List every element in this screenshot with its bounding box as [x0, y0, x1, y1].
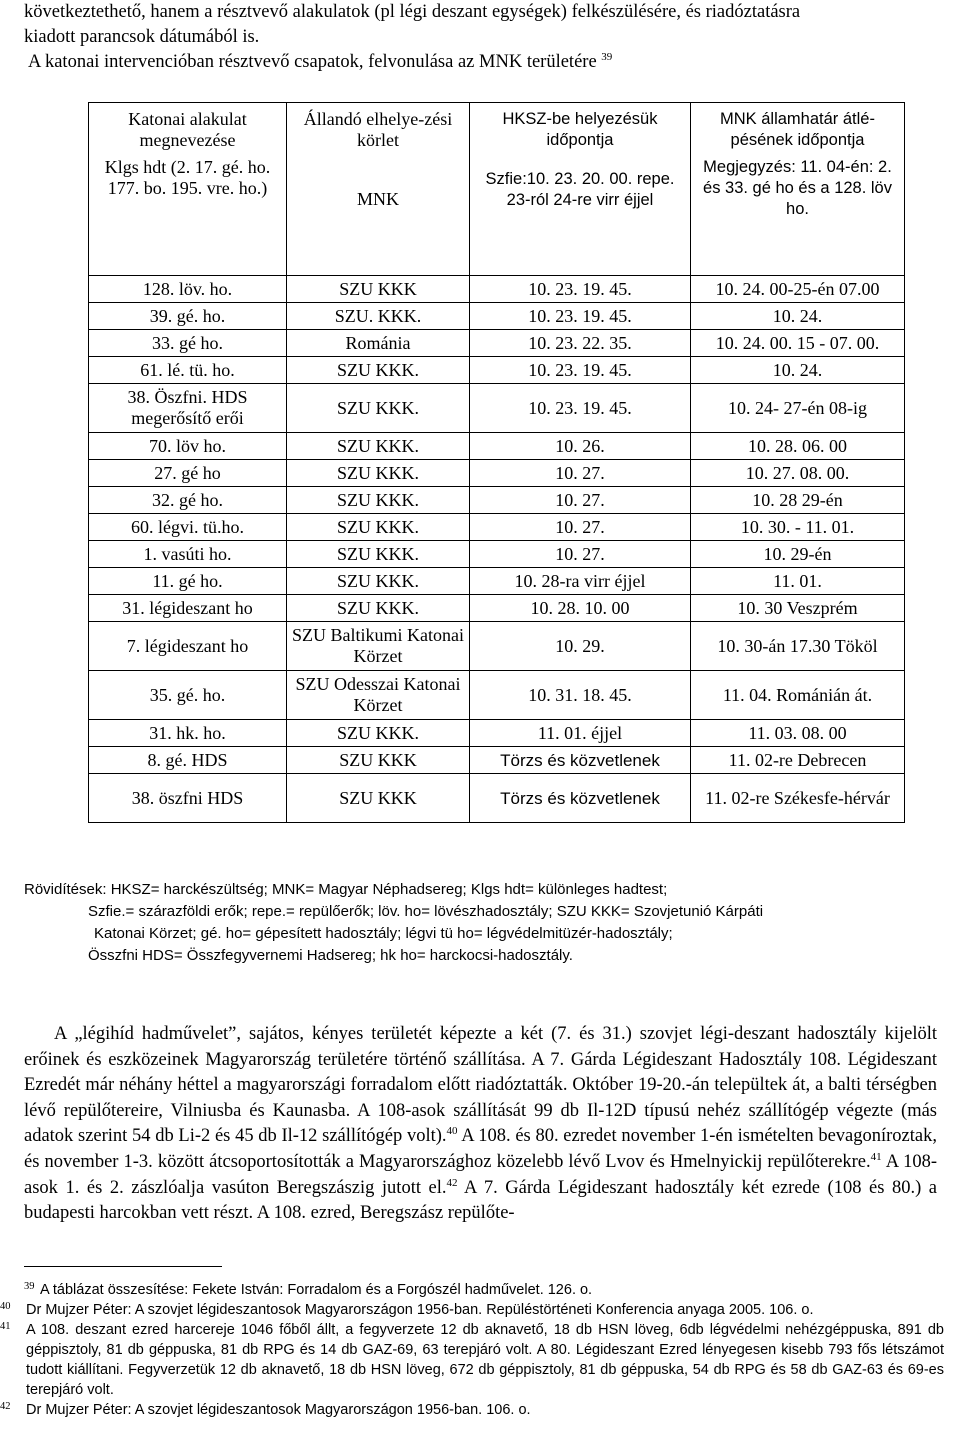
table-cell: 32. gé ho.: [89, 487, 287, 514]
table-cell: Románia: [287, 330, 470, 357]
body-text: [24, 1022, 937, 1227]
table-cell: 38. öszfni HDS: [89, 774, 287, 823]
table-cell: 38. Öszfni. HDS megerősítő erői: [89, 384, 287, 433]
table-cell: 10. 29.: [470, 622, 691, 671]
footnotes: [0, 1280, 944, 1420]
abbr-line-1: Rövidítések: HKSZ= harckészültség; MNK= Magyar Néphadsereg; Klgs hdt= különleges hadtest;: [24, 881, 668, 898]
table-cell: SZU KKK: [287, 774, 470, 823]
table-row: [89, 671, 905, 720]
footnote-40: [0, 1300, 944, 1320]
table-cell: 10. 24- 27-én 08-ig: [691, 384, 905, 433]
table-cell: 1. vasúti ho.: [89, 541, 287, 568]
table-cell: 10. 27.: [470, 514, 691, 541]
footnote-number: 41: [0, 1321, 11, 1332]
table-caption: A katonai intervencióban résztvevő csapatok, felvonulása az MNK területére: [28, 52, 597, 72]
table-cell: Törzs és közvetlenek: [470, 747, 691, 774]
table-cell: 10. 30-án 17.30 Tököl: [691, 622, 905, 671]
intro-line-3: [24, 50, 944, 75]
footnote-39: [0, 1280, 944, 1300]
table-cell: 11. 01.: [691, 568, 905, 595]
table-cell: 10. 26.: [470, 433, 691, 460]
table-cell: Törzs és közvetlenek: [470, 774, 691, 823]
table-cell: SZU KKK.: [287, 514, 470, 541]
table-cell: SZU Baltikumi Katonai Körzet: [287, 622, 470, 671]
table-cell: SZU KKK.: [287, 568, 470, 595]
table-cell: 10. 23. 19. 45.: [470, 357, 691, 384]
table-cell: 11. 01. éjjel: [470, 720, 691, 747]
table-cell: 10. 31. 18. 45.: [470, 671, 691, 720]
header-border-title: MNK államhatár átlé-pésének időpontja: [720, 110, 875, 149]
table-cell: 10. 30 Veszprém: [691, 595, 905, 622]
table-cell: SZU Odesszai Katonai Körzet: [287, 671, 470, 720]
table-cell: 8. gé. HDS: [89, 747, 287, 774]
table-cell: 10. 23. 19. 45.: [470, 303, 691, 330]
footnote-divider: [24, 1266, 222, 1267]
table-row: [89, 514, 905, 541]
table-cell: 10. 27. 08. 00.: [691, 460, 905, 487]
abbreviations: [24, 879, 944, 967]
table-row: [89, 303, 905, 330]
table-cell: SZU KKK.: [287, 595, 470, 622]
table-cell: 10. 28. 06. 00: [691, 433, 905, 460]
header-location-title: Állandó elhelye-zési körlet: [303, 109, 453, 150]
abbr-line-3: Katonai Körzet; gé. ho= gépesített hadosztály; légvi tü ho= légvédelmitüzér-hadosztály;: [94, 925, 673, 942]
table-cell: 11. 03. 08. 00: [691, 720, 905, 747]
table-cell: 10. 24.: [691, 357, 905, 384]
body-seg-1: A „légihíd hadművelet”, sajátos, kényes területét képezte a két (7. és 31.) szovjet légi-deszant hadosztály kijelölt erőinek és eszközeinek Magyarország területére történő szállítása. A 7. Gárda Légideszant Hadosztály 108. Légideszant Ezredét már néhány héttel a magyarországi forradalom előtt riadóztatták. Október 19-20.-án települtek át, a balti térségben lévő repülőtereire, Vilniusba és Kaunasba. A 108-asok szállítását 99 db Il-12D típusú nehéz szállítógép végezte (más adatok szerint 54 db Li-2 és 45 db Il-12 szállítógép volt).: [24, 1024, 937, 1147]
table-cell: 10. 30. - 11. 01.: [691, 514, 905, 541]
table-cell: 10. 23. 19. 45.: [470, 276, 691, 303]
table-cell: SZU KKK.: [287, 357, 470, 384]
table-cell: 70. löv ho.: [89, 433, 287, 460]
table-cell: 33. gé ho.: [89, 330, 287, 357]
table-cell: 39. gé. ho.: [89, 303, 287, 330]
table-cell: 27. gé ho: [89, 460, 287, 487]
table-cell: 11. gé ho.: [89, 568, 287, 595]
table-row: [89, 384, 905, 433]
body-seg-3: A 108-asok 1. és 2. zászlóalja vasúton Beregszászig jutott el.: [24, 1151, 937, 1198]
table-cell: 10. 28. 10. 00: [470, 595, 691, 622]
table-cell: 11. 04. Románián át.: [691, 671, 905, 720]
abbr-line-4: Összfni HDS= Összfegyvernemi Hadsereg; hk ho= harckocsi-hadosztály.: [88, 947, 573, 964]
table-cell: 10. 27.: [470, 487, 691, 514]
table-cell: 31. légideszant ho: [89, 595, 287, 622]
table-row: [89, 541, 905, 568]
table-cell: SZU KKK.: [287, 433, 470, 460]
troops-table: [88, 102, 905, 823]
header-location-sub: MNK: [356, 189, 399, 209]
table-row: [89, 330, 905, 357]
table-cell: 128. löv. ho.: [89, 276, 287, 303]
table-cell: 10. 27.: [470, 460, 691, 487]
table-cell: 10. 24. 00-25-én 07.00: [691, 276, 905, 303]
footnote-ref-41: 41: [870, 1150, 882, 1163]
footnote-ref-42: 42: [446, 1176, 458, 1189]
footnote-number: 39: [24, 1281, 35, 1292]
header-alert-time: [470, 103, 691, 276]
header-alert-title: HKSZ-be helyezésük időpontja: [502, 110, 658, 149]
header-border-crossing: [691, 103, 905, 276]
footnote-text: A táblázat összesítése: Fekete István: Forradalom és a Forgószél hadművelet. 126. o.: [40, 1282, 593, 1298]
footnote-text: Dr Mujzer Péter: A szovjet légideszantosok Magyarországon 1956-ban. 106. o.: [26, 1402, 531, 1418]
body-seg-2: A 108. és 80. ezredet november 1-én ismételten bevagoníroztak, és november 1-3. között átcsoportosították a Magyarországhoz közelebb lévő Lvov és Hmelnyickij repülőterekre.: [24, 1126, 937, 1172]
table-row: [89, 568, 905, 595]
header-border-sub: Megjegyzés: 11. 04-én: 2. és 33. gé ho és a 128. löv ho.: [703, 158, 892, 218]
table-row: [89, 595, 905, 622]
table-cell: 10. 29-én: [691, 541, 905, 568]
footnote-42: [0, 1400, 944, 1420]
table-cell: SZU KKK.: [287, 460, 470, 487]
table-cell: SZU KKK: [287, 747, 470, 774]
table-cell: SZU KKK.: [287, 541, 470, 568]
table-row: [89, 433, 905, 460]
body-seg-4: A 7. Gárda Légideszant hadosztály két ezrede (108 és 80.) a budapesti harcokban vett részt. A 108. ezred, Beregszász repülőte-: [24, 1177, 937, 1224]
table-row: [89, 747, 905, 774]
table-row: [89, 357, 905, 384]
table-cell: SZU KKK.: [287, 384, 470, 433]
footnote-41: [0, 1320, 944, 1400]
footnote-text: A 108. deszant ezred harcereje 1046 főből állt, a fegyverzete 12 db aknavető, 18 db HSN löveg, 6db légvédelmi nehézgéppuska, 891 db géppisztoly, 81 db géppuska, 81 db RPG és 14 db GAZ-69, 63 terepjáró volt. A 80. Légideszant Ezred lényegesen kisebb 793 fős létszámot tudott kiállítani. Fegyverzetük 12 db aknavető, 18 db HSN löveg, 672 db géppisztoly, 81 db géppuska, 54 db RPG és 58 db GAZ-63 és 69-es terepjáró volt.: [26, 1322, 944, 1398]
table-cell: 10. 27.: [470, 541, 691, 568]
footnote-ref-39: 39: [601, 50, 613, 63]
table-header-row: [89, 103, 905, 276]
table-body: [89, 276, 905, 823]
table-row: [89, 276, 905, 303]
table-row: [89, 460, 905, 487]
table-row: [89, 487, 905, 514]
table-cell: 10. 28-ra virr éjjel: [470, 568, 691, 595]
intro-line-2: kiadott parancsok dátumából is.: [24, 27, 260, 47]
table-cell: 10. 24. 00. 15 - 07. 00.: [691, 330, 905, 357]
body-paragraph: [24, 1022, 937, 1227]
table-cell: SZU KKK.: [287, 720, 470, 747]
footnote-text: Dr Mujzer Péter: A szovjet légideszantosok Magyarországon 1956-ban. Repüléstörténeti Konferencia anyaga 2005. 106. o.: [26, 1302, 814, 1318]
abbr-line-2: Szfie.= szárazföldi erők; repe.= repülőerők; löv. ho= lövészhadosztály; SZU KKK= Szovjetunió Kárpáti: [88, 903, 764, 920]
header-location: [287, 103, 470, 276]
footnote-number: 42: [0, 1401, 11, 1412]
table-cell: 60. légvi. tü.ho.: [89, 514, 287, 541]
table-cell: 35. gé. ho.: [89, 671, 287, 720]
table-cell: 11. 02-re Székesfe-hérvár: [691, 774, 905, 823]
table-cell: SZU. KKK.: [287, 303, 470, 330]
table-cell: 10. 28 29-én: [691, 487, 905, 514]
table-cell: 7. légideszant ho: [89, 622, 287, 671]
footnote-ref-40: 40: [446, 1125, 458, 1138]
table-cell: 10. 23. 22. 35.: [470, 330, 691, 357]
table-row: [89, 774, 905, 823]
table-cell: 10. 23. 19. 45.: [470, 384, 691, 433]
intro-line-1: következtethető, hanem a résztvevő alakulatok (pl légi deszant egységek) felkészülésére, és riadóztatásra: [24, 2, 801, 22]
table-cell: 61. lé. tü. ho.: [89, 357, 287, 384]
table-cell: SZU KKK: [287, 276, 470, 303]
header-unit-sub: Klgs hdt (2. 17. gé. ho. 177. bo. 195. vre. ho.): [104, 157, 271, 198]
intro-text: [24, 0, 944, 75]
footnote-number: 40: [0, 1301, 11, 1312]
header-alert-sub: Szfie:10. 23. 20. 00. repe. 23-ról 24-re virr éjjel: [485, 170, 675, 209]
table-cell: 10. 24.: [691, 303, 905, 330]
table-cell: 11. 02-re Debrecen: [691, 747, 905, 774]
table-row: [89, 622, 905, 671]
table-row: [89, 720, 905, 747]
table-cell: 31. hk. ho.: [89, 720, 287, 747]
table-cell: SZU KKK.: [287, 487, 470, 514]
header-unit-name: [89, 103, 287, 276]
header-unit-title: Katonai alakulat megnevezése: [128, 109, 247, 150]
